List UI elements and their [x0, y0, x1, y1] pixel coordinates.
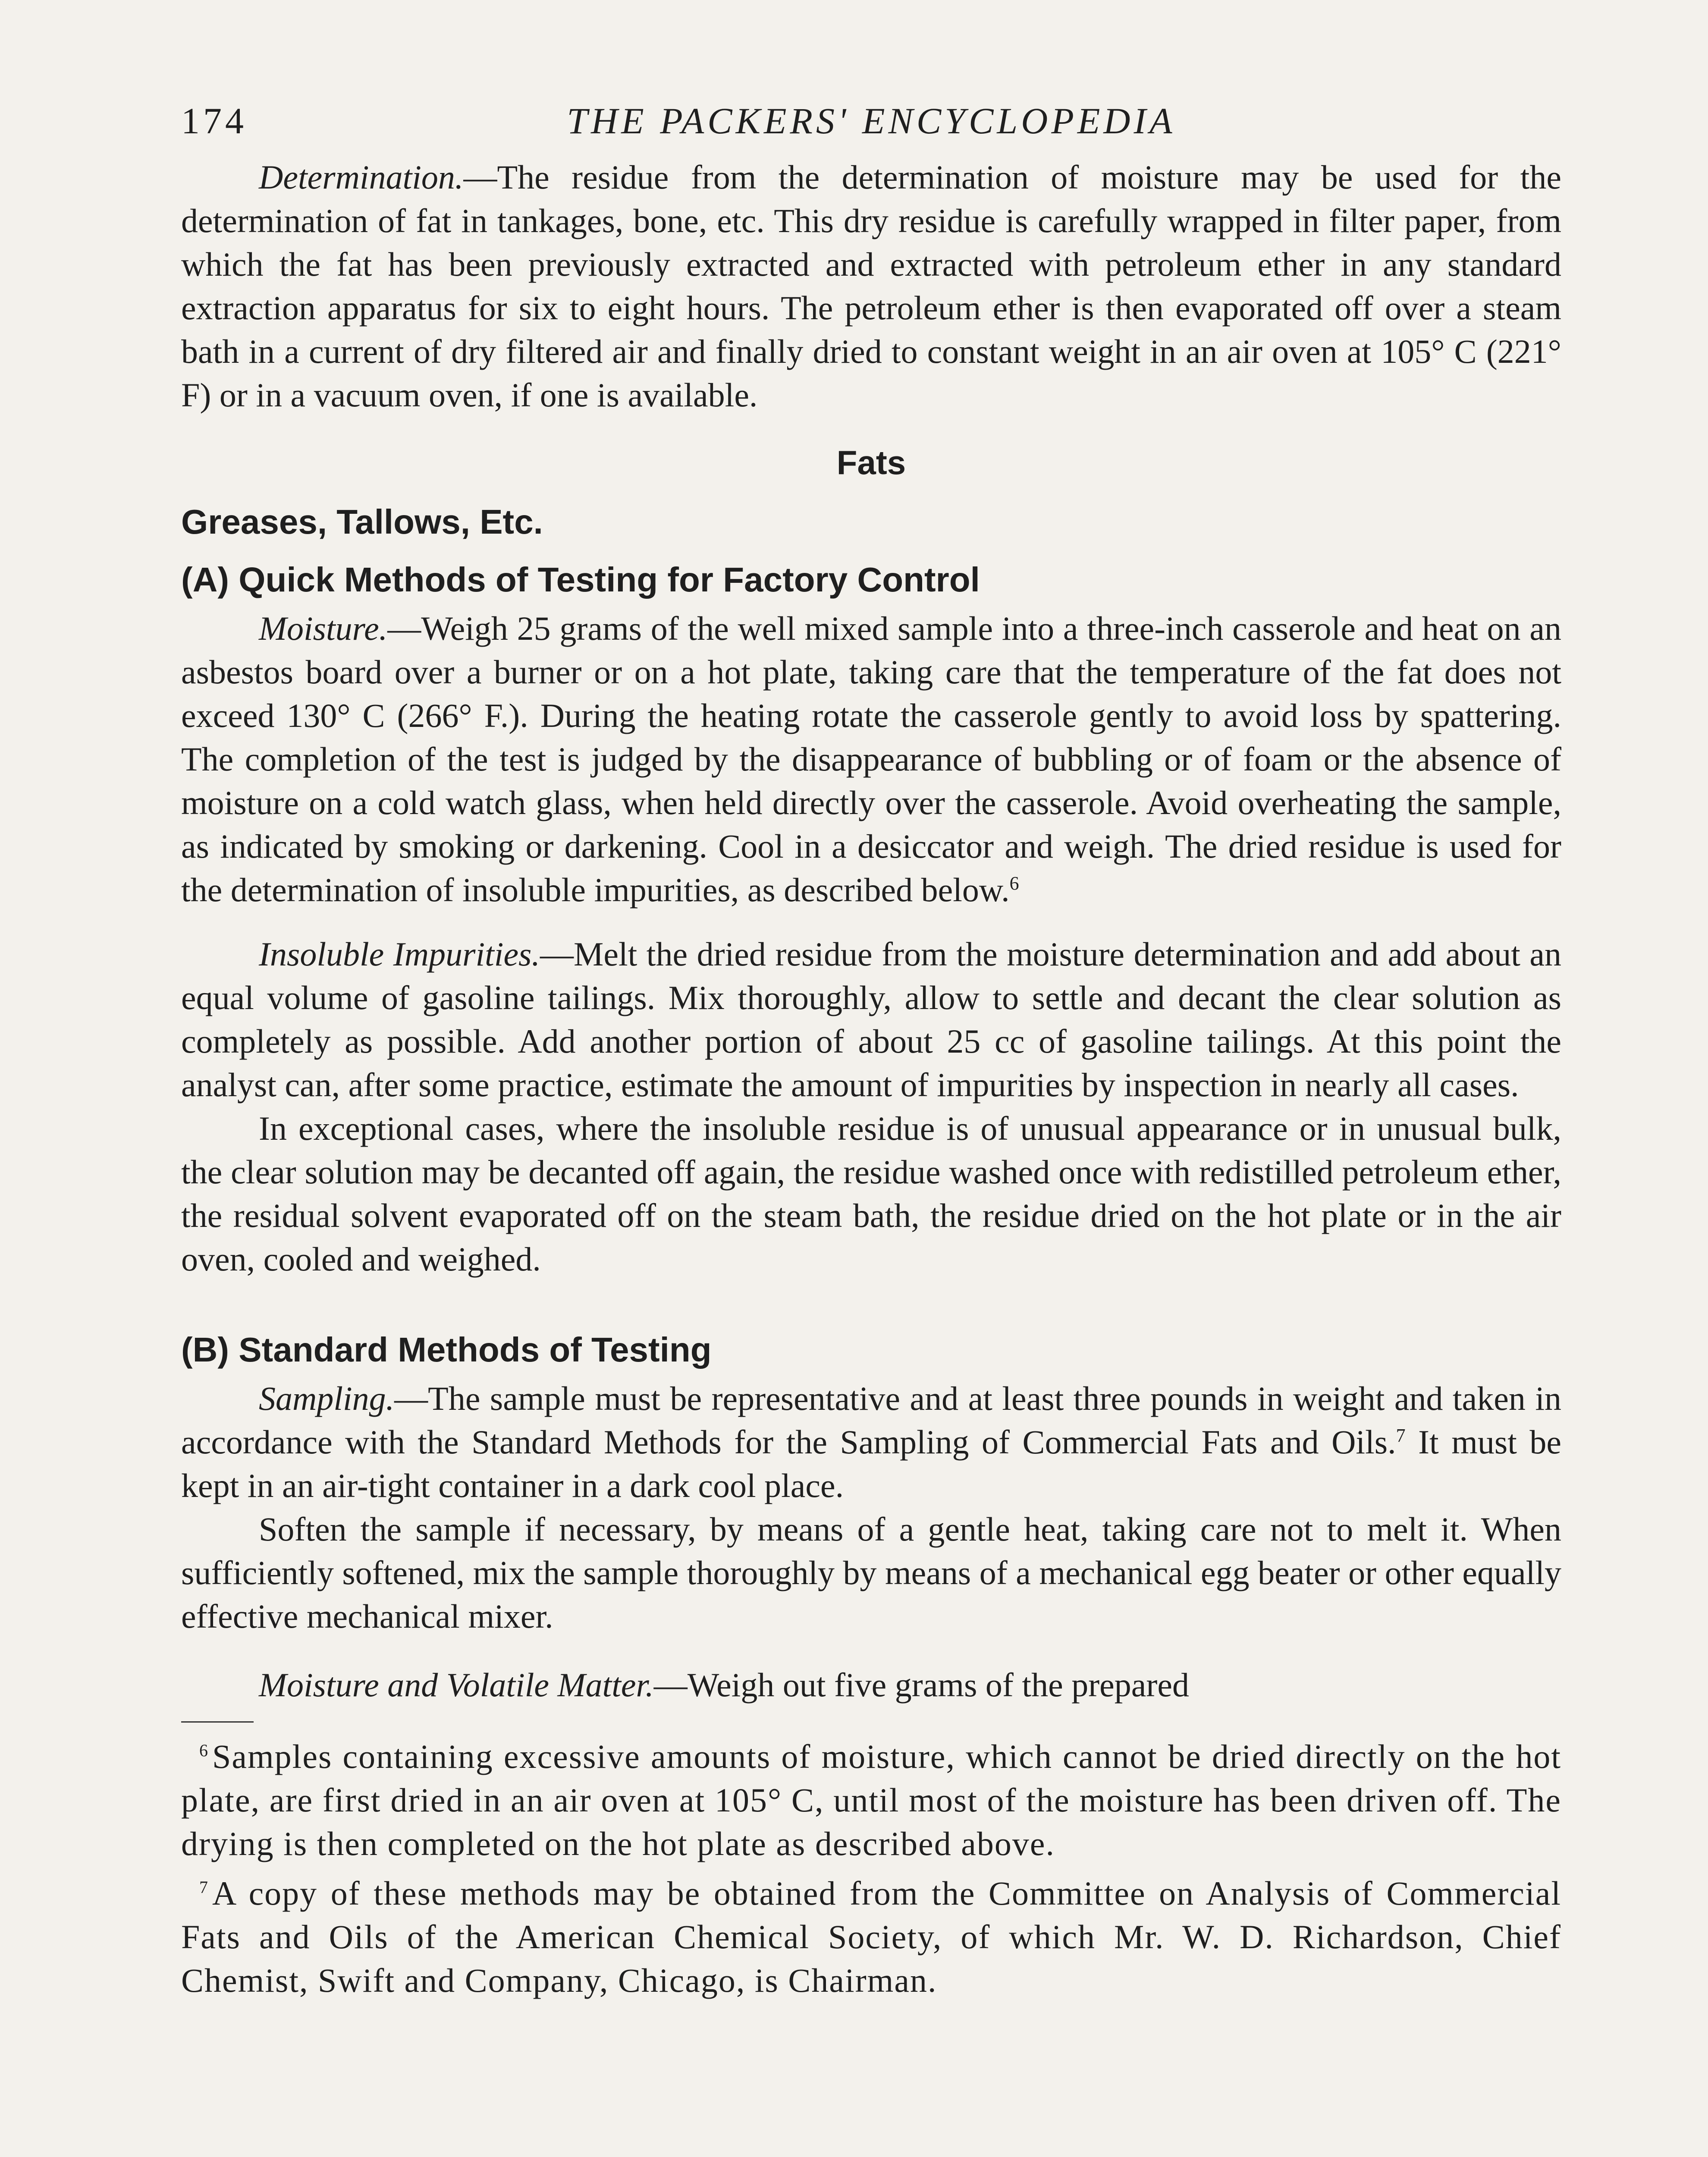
footnote-6 [181, 1729, 1561, 1865]
moisture-volatile-label: Moisture and Volatile Matter. [259, 1666, 654, 1704]
footnote-ref-7: 7 [1396, 1425, 1406, 1446]
insoluble-impurities-text: —Melt the dried residue from the moisture determination and add about an equal volume of gasoline tailings. Mix thoroughly, allow to settle and decant the clear solution as completely as possible. Add another portion of about 25 cc of gasoline tailings. At this point the analyst can, after some practice, estimate the amount of impurities by inspection in nearly all cases. [181, 935, 1562, 1104]
soften-paragraph: Soften the sample if necessary, by means of a gentle heat, taking care not to melt it. When sufficiently softened, mix the sample thoroughly by means of a mechanical egg beater or other equally effective mechanical mixer. [181, 1510, 1561, 1635]
section-a-heading: (A) Quick Methods of Testing for Factory Control [181, 560, 980, 599]
footnote-number: 7 [199, 1877, 209, 1897]
footnote-ref-6: 6 [1009, 873, 1019, 894]
paragraph-gap [181, 912, 1561, 932]
moisture-paragraph [181, 607, 1561, 912]
insoluble-impurities-label: Insoluble Impurities. [259, 935, 540, 973]
section-b-heading: (B) Standard Methods of Testing [181, 1330, 712, 1369]
footnotes [181, 1729, 1561, 2002]
footnote-7 [181, 1865, 1561, 2002]
determination-label: Determination. [259, 158, 464, 196]
paragraph-gap [181, 1638, 1561, 1663]
sampling-paragraph [181, 1377, 1561, 1507]
insoluble-impurities-paragraph [181, 932, 1561, 1107]
fats-heading: Fats [836, 443, 906, 481]
page-number: 174 [181, 100, 247, 141]
determination-paragraph [181, 155, 1561, 417]
sampling-label: Sampling. [259, 1380, 395, 1417]
sampling-text-after-ref: It must be kept in an air-tight container in a dark cool place. [181, 1423, 1561, 1504]
moisture-volatile-paragraph [181, 1663, 1561, 1707]
encyclopedia-page [181, 99, 1561, 2002]
exceptional-cases-paragraph: In exceptional cases, where the insoluble residue is of unusual appearance or in unusual bulk, the clear solution may be decanted off again, the residue washed once with redistilled petroleum ether, the residual solvent evaporated off on the steam bath, the residue dried on the hot plate or in the air oven, cooled and weighed. [181, 1110, 1561, 1278]
running-head-title: THE PACKERS' ENCYCLOPEDIA [567, 100, 1176, 141]
footnote-text: Samples containing excessive amounts of moisture, which cannot be dried directly on the hot plate, are first dried in an air oven at 105° C, until most of the moisture has been driven off. The drying is then completed on the hot plate as described above. [181, 1738, 1561, 1862]
footnote-rule [181, 1721, 254, 1723]
moisture-text: —Weigh 25 grams of the well mixed sample into a three-inch casserole and heat on an asbestos board over a burner or on a hot plate, taking care that the temperature of the fat does not exceed 130° C (266° F.). During the heating rotate the casserole gently to avoid loss by spattering. The completion of the test is judged by the disappearance of bubbling or of foam or the absence of moisture on a cold watch glass, when held directly over the casserole. Avoid overheating the sample, as indicated by smoking or darkening. Cool in a desiccator and weigh. The dried residue is used for the determination of insoluble impurities, as described below. [181, 610, 1561, 909]
determination-text: —The residue from the determination of moisture may be used for the determination of fat in tankages, bone, etc. This dry residue is carefully wrapped in filter paper, from which the fat has been previously extracted and extracted with petroleum ether in any standard extraction apparatus for six to eight hours. The petroleum ether is then evaporated off over a steam bath in a current of dry filtered air and finally dried to constant weight in an air oven at 105° C (221° F) or in a vacuum oven, if one is available. [181, 158, 1561, 414]
moisture-label: Moisture. [259, 610, 388, 647]
sampling-text-before-ref: —The sample must be representative and at least three pounds in weight and taken in accordance with the Standard Methods for the Sampling of Commercial Fats and Oils. [181, 1380, 1561, 1461]
footnote-text: A copy of these methods may be obtained from the Committee on Analysis of Commercial Fats and Oils of the American Chemical Society, of which Mr. W. D. Richardson, Chief Chemist, Swift and Company, Chicago, is Chairman. [181, 1874, 1561, 1999]
moisture-volatile-text: —Weigh out five grams of the prepared [653, 1666, 1189, 1704]
running-head [181, 99, 1561, 155]
greases-heading: Greases, Tallows, Etc. [181, 503, 543, 541]
footnote-number: 6 [199, 1741, 209, 1760]
